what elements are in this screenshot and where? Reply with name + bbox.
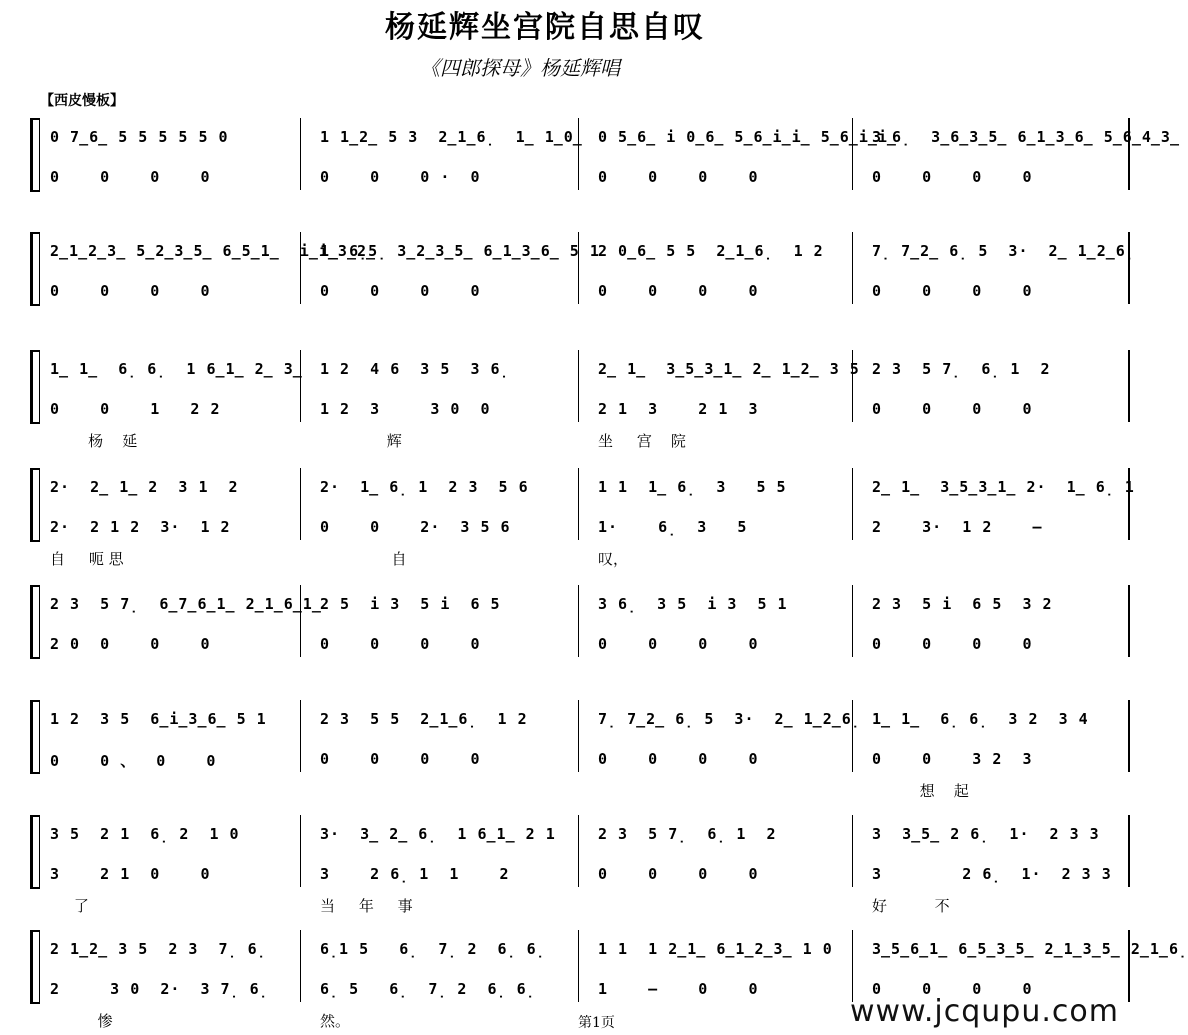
- accompaniment-measure: 0 0 0 0: [872, 980, 1033, 998]
- barline: [578, 930, 579, 1002]
- lyric-text: 叹，: [598, 550, 629, 568]
- melody-measure: 1 2 4 6 3 5 3 6̣: [320, 360, 510, 378]
- score-system: [30, 118, 1180, 213]
- accompaniment-measure: 3 2 1 0 0: [50, 865, 211, 883]
- accompaniment-measure: 0 0 0 · 0: [320, 168, 481, 186]
- melody-measure: 2 0̲6̲ 5 5 2̲1̲6̣ 1 2: [598, 242, 824, 260]
- system-bracket: [30, 930, 39, 1004]
- barline: [300, 815, 301, 887]
- score-system: [30, 700, 1140, 800]
- accompaniment-measure: 0 0 0 0: [872, 282, 1033, 300]
- melody-measure: 0 5̲6̲ i 0̲6̲ 5̲6̲i̲i̲ 5̲6̲i̲i̲: [598, 128, 897, 146]
- melody-measure: 2̲ 1̲ 3̲5̲3̲1̲ 2· 1̲ 6̣ 1: [872, 478, 1135, 496]
- lyric-text: 坐 宫 院: [598, 432, 686, 450]
- system-bracket-line: [39, 468, 40, 542]
- melody-measure: 2· 1̲ 6̣ 1 2 3 5 6: [320, 478, 529, 496]
- barline: [1128, 350, 1130, 422]
- melody-measure: 1 1 1̲ 6̣ 3 5 5: [598, 478, 787, 496]
- accompaniment-measure: 0 0 0 0: [320, 750, 481, 768]
- melody-measure: 2 1̲2̲ 3 5 2 3 7̣ 6̣: [50, 940, 267, 958]
- melody-measure: 1 1 1 2̲1̲ 6̲1̲2̲3̲ 1 0: [598, 940, 833, 958]
- accompaniment-measure: 1 2 3 3 0 0: [320, 400, 491, 418]
- barline: [300, 930, 301, 1002]
- lyric-text: 惨: [50, 1012, 113, 1030]
- melody-measure: 2̲1̲2̲3̲ 5̲2̲3̲5̲ 6̲5̲1̲ i̲i̲3̲2̲: [50, 242, 377, 260]
- system-bracket: [30, 585, 39, 659]
- accompaniment-measure: 0 0 1 2 2: [50, 400, 221, 418]
- accompaniment-measure: 1· 6̣ 3 5: [598, 518, 748, 536]
- score-system: [30, 468, 1140, 568]
- accompaniment-measure: 3 2 6̣ 1 1 2: [320, 865, 510, 883]
- accompaniment-measure: 0 0 0 0: [50, 168, 211, 186]
- system-bracket-line: [39, 585, 40, 659]
- system-bracket: [30, 350, 39, 424]
- lyric-text: 辉: [320, 432, 402, 450]
- score-system: [30, 350, 1140, 450]
- accompaniment-measure: 0 0 0 0: [598, 282, 759, 300]
- accompaniment-measure: 0 0 0 0: [598, 635, 759, 653]
- melody-measure: 1 1̲2̲ 5 3 2̲1̲6̣ 1̲ 1̲0̲: [320, 128, 583, 146]
- accompaniment-measure: 0 0 0 0: [320, 635, 481, 653]
- system-bracket-line: [39, 350, 40, 424]
- barline: [578, 700, 579, 772]
- accompaniment-measure: 0 0 0 0: [872, 168, 1033, 186]
- barline: [578, 585, 579, 657]
- melody-measure: 3 6̣ 3̲6̲3̲5̲ 6̲1̲3̲6̲ 5̲6̲4̲3̲: [872, 128, 1180, 146]
- system-bracket-line: [39, 118, 40, 192]
- system-bracket-line: [39, 700, 40, 774]
- accompaniment-measure: 0 0 0 0: [872, 635, 1033, 653]
- melody-measure: 2 3 5 i 6 5 3 2: [872, 595, 1053, 613]
- barline: [300, 468, 301, 540]
- system-bracket: [30, 815, 39, 889]
- accompaniment-measure: 2 0 0 0 0: [50, 635, 211, 653]
- accompaniment-measure: 0 0 、 0 0: [50, 752, 217, 770]
- melody-measure: 2· 2̲ 1̲ 2 3 1 2: [50, 478, 239, 496]
- page-title: 杨延辉坐宫院自思自叹: [385, 10, 705, 45]
- accompaniment-measure: 3 2 6̣ 1· 2 3 3: [872, 865, 1112, 883]
- melody-measure: 3 5 2 1 6̣ 2 1 0: [50, 825, 240, 843]
- accompaniment-measure: 0 0 0 0: [598, 865, 759, 883]
- melody-measure: 1 2 3 5 6̲i̲3̲6̲ 5 1: [50, 710, 267, 728]
- melody-measure: 3̲5̲6̲1̲ 6̲5̲3̲5̲ 2̲1̲3̲5̲ 2̲1̲6̣: [872, 940, 1188, 958]
- melody-measure: 6̣1 5 6̣ 7̣ 2 6̣ 6̣: [320, 940, 546, 958]
- accompaniment-measure: 1 — 0 0: [598, 980, 759, 998]
- barline: [300, 118, 301, 190]
- melody-measure: 7̣ 7̲2̲ 6̣ 5 3· 2̲ 1̲2̲6̣: [598, 710, 861, 728]
- melody-measure: 2 3 5 7̣ 6̣ 1 2: [598, 825, 777, 843]
- lyric-text: 杨 延: [50, 432, 138, 450]
- barline: [1128, 700, 1130, 772]
- tempo-marking: 【西皮慢板】: [40, 93, 124, 109]
- accompaniment-measure: 2 1 3 2 1 3: [598, 400, 759, 418]
- accompaniment-measure: 0 0 0 0: [872, 400, 1033, 418]
- melody-measure: 0 7̲6̲ 5 5 5 5 5 0: [50, 128, 229, 146]
- melody-measure: 3· 3̲ 2̲ 6̣ 1 6̲1̲ 2 1: [320, 825, 556, 843]
- barline: [852, 468, 853, 540]
- melody-measure: 1̲ 1̲ 6̣ 6̣ 3 2 3 4: [872, 710, 1089, 728]
- lyric-text: 想 起: [872, 782, 969, 800]
- accompaniment-measure: 0 0 2· 3 5 6: [320, 518, 511, 536]
- system-bracket-line: [39, 930, 40, 1004]
- accompaniment-measure: 2 3 0 2· 3 7̣ 6̣: [50, 980, 269, 998]
- barline: [852, 232, 853, 304]
- system-bracket-line: [39, 815, 40, 889]
- accompaniment-measure: 6̣ 5 6̣ 7̣ 2 6̣ 6̣: [320, 980, 536, 998]
- melody-measure: 7̣ 7̲2̲ 6̣ 5 3· 2̲ 1̲2̲6̣: [872, 242, 1135, 260]
- page-subtitle: 《四郎探母》杨延辉唱: [420, 56, 620, 80]
- melody-measure: 3 6̣ 3 5 i 3 5 1: [598, 595, 788, 613]
- accompaniment-measure: 2 3· 1 2 —: [872, 518, 1043, 536]
- lyric-text: 好 不: [872, 897, 950, 915]
- lyric-text: 当 年 事: [320, 897, 413, 915]
- melody-measure: 2 3 5 7̣ 6̣ 1 2: [872, 360, 1051, 378]
- accompaniment-measure: 0 0 3 2 3: [872, 750, 1033, 768]
- melody-measure: 2̲ 1̲ 3̲5̲3̲1̲ 2̲ 1̲2̲ 3 5: [598, 360, 860, 378]
- watermark: www.jcqupu.com: [850, 994, 1119, 1029]
- melody-measure: 2 3 5 5 2̲1̲6̣ 1 2: [320, 710, 528, 728]
- barline: [578, 815, 579, 887]
- melody-measure: 3 3̲5̲ 2 6̣ 1· 2 3 3: [872, 825, 1100, 843]
- system-bracket: [30, 700, 39, 774]
- system-bracket: [30, 232, 39, 306]
- barline: [578, 350, 579, 422]
- barline: [852, 585, 853, 657]
- barline: [852, 815, 853, 887]
- lyric-text: 自: [320, 550, 407, 568]
- lyric-text: 了: [50, 897, 89, 915]
- melody-measure: 1̲ 6̣5̣ 3̲2̲3̲5̲ 6̲1̲3̲6̲ 5 1: [320, 242, 600, 260]
- melody-measure: 2 5 i 3 5 i 6 5: [320, 595, 501, 613]
- score-system: [30, 815, 1140, 915]
- score-system: [30, 585, 1140, 680]
- system-bracket: [30, 118, 39, 192]
- score-system: [30, 232, 1140, 327]
- system-bracket-line: [39, 232, 40, 306]
- accompaniment-measure: 0 0 0 0: [320, 282, 481, 300]
- melody-measure: 1̲ 1̲ 6̣ 6̣ 1 6̲1̲ 2̲ 3̲: [50, 360, 303, 378]
- barline: [300, 700, 301, 772]
- barline: [1128, 585, 1130, 657]
- barline: [578, 468, 579, 540]
- accompaniment-measure: 0 0 0 0: [598, 168, 759, 186]
- melody-measure: 2 3 5 7̣ 6̲7̲6̲1̲ 2̲1̲6̲1̲: [50, 595, 322, 613]
- page-number: 第1页: [578, 1015, 615, 1031]
- lyric-text: 然。: [320, 1012, 351, 1030]
- barline: [852, 930, 853, 1002]
- barline: [1128, 815, 1130, 887]
- accompaniment-measure: 0 0 0 0: [598, 750, 759, 768]
- lyric-text: 自 呃 思: [50, 550, 124, 568]
- accompaniment-measure: 0 0 0 0: [50, 282, 211, 300]
- system-bracket: [30, 468, 39, 542]
- accompaniment-measure: 2· 2 1 2 3· 1 2: [50, 518, 231, 536]
